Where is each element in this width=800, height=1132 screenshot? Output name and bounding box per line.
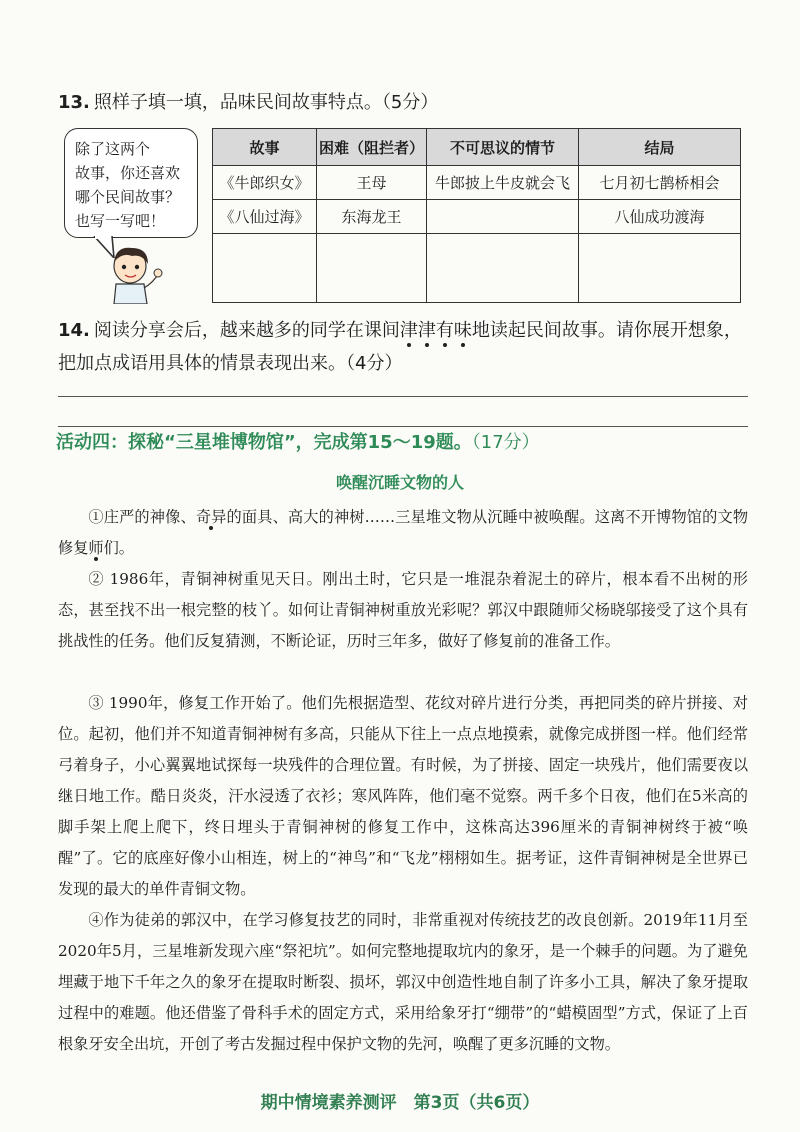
answer-cell[interactable] [579, 234, 741, 303]
question-text-after: 地读起民间故事。请你展开想象，把加点成语用具体的情景表现出来。（4分） [58, 320, 742, 374]
page-footer: 期中情境素养测评 第3页（共6页） [260, 1093, 540, 1113]
table-row [213, 166, 741, 200]
question-number: 14. [58, 320, 90, 341]
table-row [213, 200, 741, 234]
p1-text: 们。 [103, 539, 134, 557]
table-cell: 《牛郎织女》 [213, 166, 317, 200]
activity-score: （17分） [471, 432, 540, 453]
answer-cell[interactable] [317, 234, 427, 303]
column-header-ending: 结局 [579, 129, 741, 166]
activity-heading [56, 428, 540, 454]
p1-text: 的面具、高大的神树……三星堆文物从沉睡中被唤醒。这离不开博物馆的文物修复 [58, 508, 749, 557]
boy-illustration-icon [92, 244, 172, 304]
answer-cell[interactable] [427, 234, 579, 303]
article-paragraph-3: ③ 1990年，修复工作开始了。他们先根据造型、花纹对碎片进行分类，再把同类的碎片拼接、对位。起初，他们并不知道青铜神树有多高，只能从下往上一点点地摸索，就像完成拼图一样。他们经常弓着身子，小心翼翼地试探每一块残件的合理位置。有时候，为了拼接、固定一块残片，他们需要夜以继日地工作。酷日炎炎，汗水浸透了衣衫；寒风阵阵，他们毫不觉察。两千多个日夜，他们在5米高的脚手架上爬上爬下，终日埋头于青铜神树的修复工作中，这株高达396厘米的青铜神树终于被“唤醒”了。它的底座好像小山相连，树上的“神鸟”和“飞龙”栩栩如生。据考证，这件青铜神树是全世界已发现的最大的单件青铜文物。 [58, 694, 748, 898]
column-header-plot: 不可思议的情节 [427, 129, 579, 166]
question-text-before: 阅读分享会后，越来越多的同学在课间 [93, 320, 400, 341]
dotted-idiom-text: 津津有味 [399, 320, 472, 341]
article-paragraph-1 [58, 502, 748, 564]
answer-cell[interactable] [213, 234, 317, 303]
article-paragraph-2: ② 1986年，青铜神树重见天日。刚出土时，它只是一堆混杂着泥土的碎片，根本看不出树的形态，甚至找不出一根完整的枝丫。如何让青铜神树重放光彩呢？郭汉中跟随师父杨晓邬接受了这个具有挑战性的任务。他们反复猜测，不断论证，历时三年多，做好了修复前的准备工作。 [58, 570, 748, 650]
folk-story-table [212, 128, 741, 303]
answer-line[interactable] [58, 396, 748, 397]
table-cell: 王母 [317, 166, 427, 200]
column-header-difficulty: 困难（阻拦者） [317, 129, 427, 166]
p1-text: ①庄严的神像、 [88, 508, 196, 526]
table-cell: 七月初七鹊桥相会 [579, 166, 741, 200]
table-cell: 《八仙过海》 [213, 200, 317, 234]
question-13-title [58, 88, 438, 114]
question-number: 13. [58, 92, 90, 113]
table-cell: 八仙成功渡海 [579, 200, 741, 234]
bubble-line: 故事，你还喜欢 [75, 164, 181, 182]
table-cell: 东海龙王 [317, 200, 427, 234]
table-cell: 牛郎披上牛皮就会飞 [427, 166, 579, 200]
activity-label: 活动四：探秘“三星堆博物馆”，完成第15～19题。 [56, 432, 472, 453]
bubble-line: 也写一写吧！ [75, 212, 166, 230]
answer-cell-plot[interactable] [427, 200, 579, 234]
speech-bubble [64, 128, 198, 238]
bubble-line: 哪个民间故事？ [75, 188, 181, 206]
article-title: 唤醒沉睡文物的人 [335, 473, 464, 492]
question-text: 照样子填一填，品味民间故事特点。（5分） [93, 92, 439, 113]
table-header-row [213, 129, 741, 166]
column-header-story: 故事 [213, 129, 317, 166]
answer-line[interactable] [58, 426, 748, 427]
dotted-idiom [400, 320, 472, 341]
emphasized-word: 师 [88, 539, 104, 557]
table-row [213, 234, 741, 303]
emphasized-word: 奇异 [195, 508, 227, 526]
bubble-line: 除了这两个 [75, 140, 151, 158]
article-paragraph-4: ④作为徒弟的郭汉中，在学习修复技艺的同时，非常重视对传统技艺的改良创新。2019年11月至2020年5月，三星堆新发现六座“祭祀坑”。如何完整地提取坑内的象牙，是一个棘手的问题。为了避免埋藏于地下千年之久的象牙在提取时断裂、损坏，郭汉中创造性地自制了许多小工具，解决了象牙提取过程中的难题。他还借鉴了骨科手术的固定方式，采用给象牙打“绷带”的“蜡模固型”方式，保证了上百根象牙安全出坑，开创了考古发掘过程中保护文物的先河，唤醒了更多沉睡的文物。 [58, 911, 748, 1053]
question-14 [58, 314, 748, 380]
